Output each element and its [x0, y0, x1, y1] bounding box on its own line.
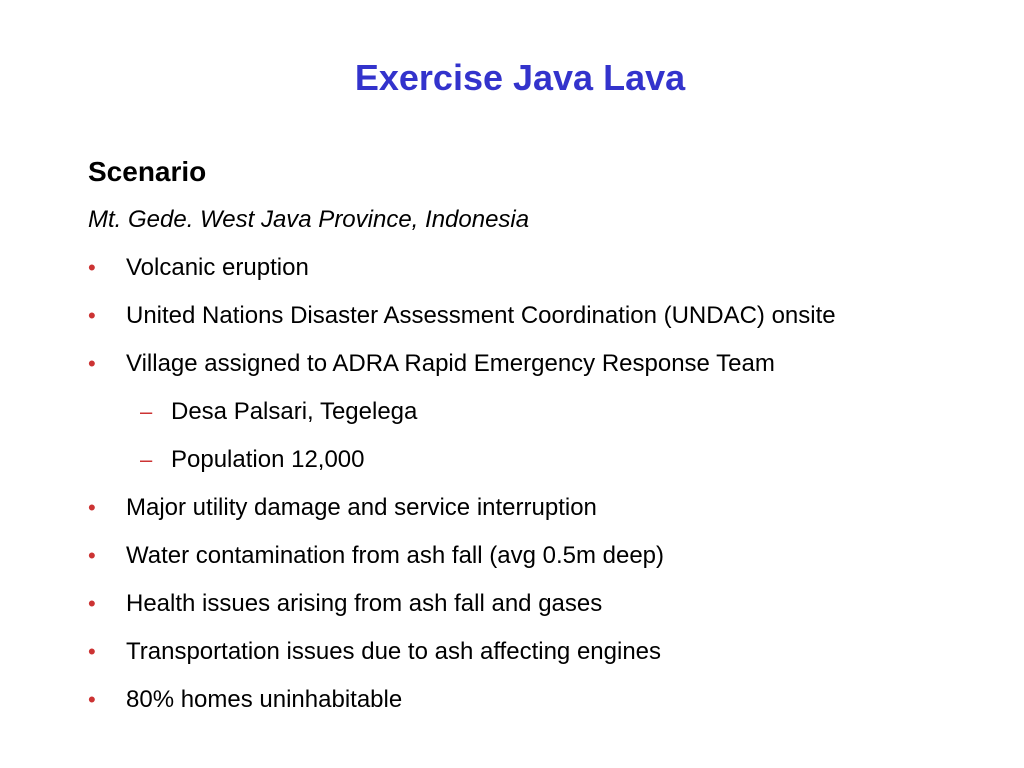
list-item-text: Water contamination from ash fall (avg 0.5m deep) — [126, 542, 665, 569]
scenario-heading: Scenario — [88, 156, 207, 187]
dash-icon: – — [140, 399, 153, 424]
list-item — [88, 244, 998, 292]
sub-list-item — [88, 436, 998, 484]
list-item-text: Health issues arising from ash fall and gases — [126, 590, 603, 617]
slide-title: Exercise Java Lava — [354, 57, 686, 98]
bullet-icon: • — [88, 255, 96, 280]
slide-content — [88, 150, 998, 724]
bullet-icon: • — [88, 687, 96, 712]
bullet-icon: • — [88, 303, 96, 328]
list-item-text: Transportation issues due to ash affecting engines — [126, 638, 662, 665]
bullet-icon: • — [88, 591, 96, 616]
list-item — [88, 292, 998, 340]
bullet-icon: • — [88, 543, 96, 568]
list-item-text: United Nations Disaster Assessment Coordination (UNDAC) onsite — [126, 302, 836, 329]
sub-list-item — [88, 388, 998, 436]
list-item — [88, 340, 998, 388]
list-item-text: Population 12,000 — [171, 446, 365, 473]
bullet-icon: • — [88, 351, 96, 376]
bullet-icon: • — [88, 639, 96, 664]
list-item-text: Volcanic eruption — [126, 254, 309, 281]
list-item — [88, 484, 998, 532]
bullet-list — [88, 244, 998, 724]
list-item-text: Desa Palsari, Tegelega — [171, 398, 418, 425]
list-item — [88, 676, 998, 724]
list-item — [88, 628, 998, 676]
list-item — [88, 532, 998, 580]
list-item-text: Village assigned to ADRA Rapid Emergency Response Team — [126, 350, 775, 377]
list-item — [88, 580, 998, 628]
location-subtitle: Mt. Gede. West Java Province, Indonesia — [88, 206, 530, 233]
list-item-text: 80% homes uninhabitable — [126, 686, 403, 713]
list-item-text: Major utility damage and service interruption — [126, 494, 597, 521]
dash-icon: – — [140, 447, 153, 472]
bullet-icon: • — [88, 495, 96, 520]
